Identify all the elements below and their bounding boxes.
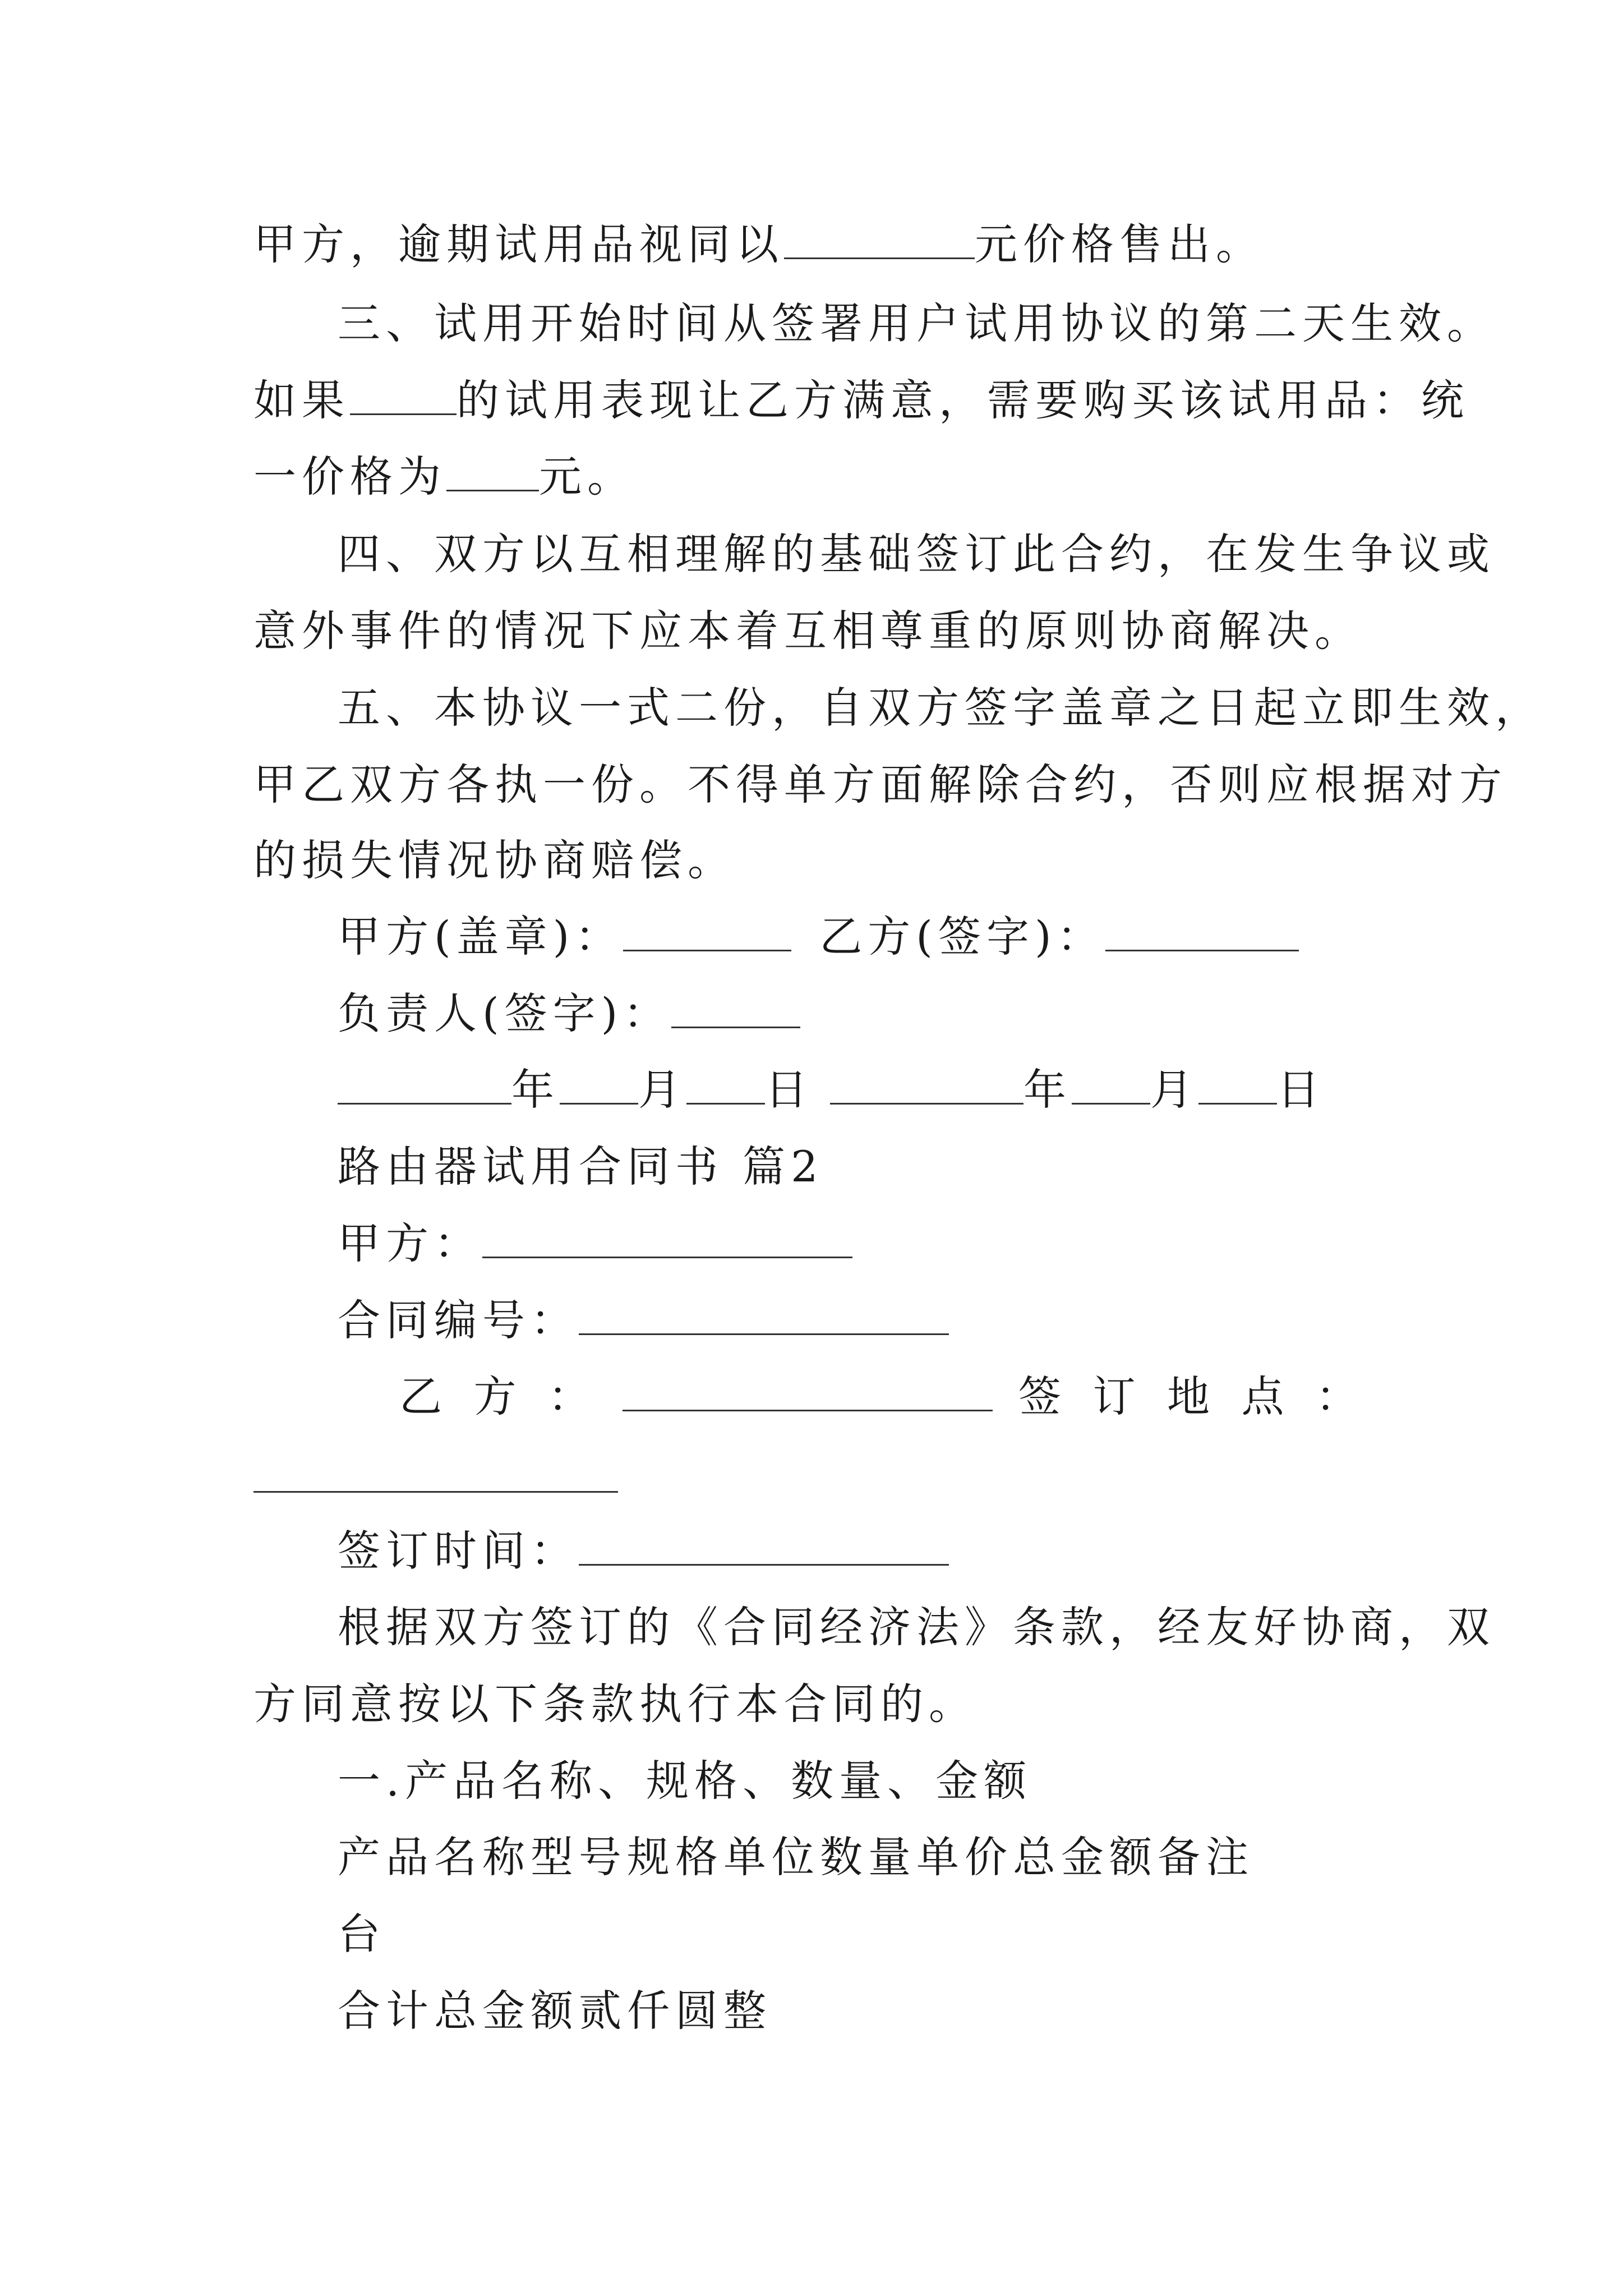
date-a-month-blank <box>560 1064 638 1105</box>
date-b-year-blank <box>830 1064 1023 1105</box>
responsible-person-row: 负责人(签字)： <box>338 986 800 1042</box>
contract-number-row: 合同编号： <box>338 1292 949 1349</box>
date-a-day-blank <box>686 1064 765 1105</box>
unit-price-blank <box>446 450 539 491</box>
party-a-row: 甲方： <box>338 1216 852 1272</box>
section-heading: 路由器试用合同书 篇2 <box>338 1142 824 1191</box>
party-b-sign-label: 乙方(签字)： <box>819 912 1105 961</box>
signing-time-row: 签订时间： <box>338 1523 949 1579</box>
date-row: 年 月 日 年 月 日 <box>338 1062 1325 1118</box>
clause-5-line-2: 甲乙双方各执一份。不得单方面解除合约，否则应根据对方 <box>253 760 1507 809</box>
clause-3-line-1: 三、试用开始时间从签署用户试用协议的第二天生效。 <box>338 298 1495 348</box>
product-blank <box>350 374 457 415</box>
date-a-year-blank <box>338 1064 511 1105</box>
clause-5-line-3: 的损失情况协商赔偿。 <box>253 835 736 885</box>
clause-3-line-2: 如果 的试用表现让乙方满意，需要购买该试用品：统 <box>253 375 1469 425</box>
clause-5-line-1: 五、本协议一式二份，自双方签字盖章之日起立即生效， <box>338 683 1543 733</box>
clause-3-line-3: 一价格为 元。 <box>253 452 635 501</box>
signing-time-blank <box>579 1525 949 1566</box>
price-blank <box>784 218 975 259</box>
product-table-header: 产品名称型号规格单位数量单价总金额备注 <box>338 1832 1254 1882</box>
party-b-blank <box>623 1370 993 1411</box>
preamble-line-1: 根据双方签订的《合同经济法》条款，经友好协商，双 <box>338 1602 1495 1652</box>
responsible-sign-blank <box>671 987 800 1028</box>
signature-row <box>338 909 1299 965</box>
contract-number-blank <box>579 1294 949 1335</box>
clause-4-line-2: 意外事件的情况下应本着互相尊重的原则协商解决。 <box>253 606 1363 656</box>
signing-location-blank <box>253 1491 618 1493</box>
product-unit: 台 <box>338 1909 386 1959</box>
clause-2-continuation: 甲方，逾期试用品视同以 元价格售出。 <box>253 219 1264 269</box>
party-b-location-row: 乙 方 ： 签 订 地 点 ： <box>399 1372 1364 1421</box>
party-a-blank <box>482 1217 852 1258</box>
clause-4-line-1: 四、双方以互相理解的基础签订此合约，在发生争议或 <box>338 529 1495 579</box>
total-amount: 合计总金额贰仟圆整 <box>338 1986 772 2036</box>
preamble-line-2: 方同意按以下条款执行本合同的。 <box>253 1679 977 1729</box>
article-1-heading: 一.产品名称、规格、数量、金额 <box>338 1756 1032 1806</box>
date-b-month-blank <box>1072 1064 1150 1105</box>
party-b-sign-blank <box>1105 910 1299 951</box>
party-a-seal-label: 甲方(盖章)： <box>338 912 624 961</box>
date-b-day-blank <box>1198 1064 1277 1105</box>
party-a-seal-blank <box>623 910 791 951</box>
